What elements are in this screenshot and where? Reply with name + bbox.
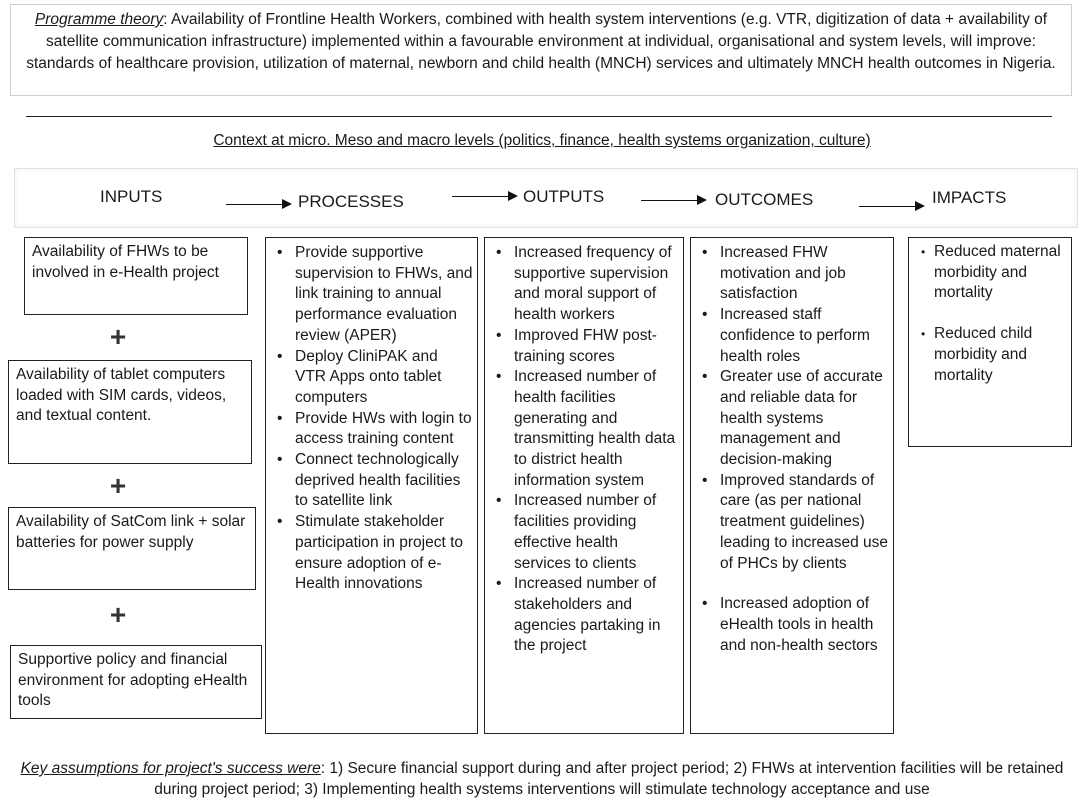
divider-rule bbox=[26, 116, 1052, 117]
arrow-right-icon bbox=[226, 204, 290, 205]
plus-icon: + bbox=[109, 470, 127, 501]
input-box bbox=[10, 645, 262, 719]
process-item: • Provide supportive supervision to FHWs, and link training to annual performance evaluation review (APER) bbox=[274, 243, 473, 347]
output-item: • Increased number of facilities providing effective health services to clients bbox=[493, 491, 679, 574]
stage-outputs: OUTPUTS bbox=[523, 187, 605, 206]
arrow-right-icon bbox=[641, 200, 705, 201]
key-assumptions bbox=[0, 758, 1084, 800]
programme-theory-text: : Availability of Frontline Health Workers, combined with health system interventions (e.g. VTR, digitization of data + availability of satellite communication infrastructure) implemented within a favourable environment at individual, organisational and system levels, will improve: standards of healthcare provision, utilization of maternal, newborn and child health (MNCH) services and ultimately MNCH health outcomes in Nigeria. bbox=[26, 11, 1056, 72]
programme-theory-label: Programme theory bbox=[34, 11, 164, 28]
plus-icon: + bbox=[109, 599, 127, 630]
input-text: Availability of SatCom link + solar batteries for power supply bbox=[16, 513, 246, 551]
input-text: Availability of FHWs to be involved in e-Health project bbox=[32, 243, 219, 281]
output-item: • Improved FHW post-training scores bbox=[493, 326, 679, 367]
input-text: Supportive policy and financial environment for adopting eHealth tools bbox=[18, 651, 248, 710]
plus-icon: + bbox=[109, 321, 127, 352]
impact-item: • Reduced child morbidity and mortality bbox=[921, 324, 1067, 386]
process-item: • Deploy CliniPAK and VTR Apps onto tablet computers bbox=[274, 347, 473, 409]
process-item: • Stimulate stakeholder participation in project to ensure adoption of e-Health innovations bbox=[274, 512, 473, 595]
output-item: • Increased frequency of supportive supervision and moral support of health workers bbox=[493, 243, 679, 326]
input-box bbox=[8, 360, 252, 464]
outputs-box bbox=[484, 237, 684, 734]
key-assumptions-text: : 1) Secure financial support during and after project period; 2) FHWs at intervention facilities will be retained during project period; 3) Implementing health systems interventions will stimulate technology acceptance and use bbox=[154, 760, 1064, 798]
impact-item: • Reduced maternal morbidity and mortality bbox=[921, 242, 1067, 304]
programme-theory-box bbox=[10, 4, 1072, 96]
outcome-item: • Increased adoption of eHealth tools in health and non-health sectors bbox=[699, 594, 889, 656]
output-item: • Increased number of stakeholders and agencies partaking in the project bbox=[493, 574, 679, 657]
outcome-item: • Increased FHW motivation and job satisfaction bbox=[699, 243, 889, 305]
process-item: • Connect technologically deprived health facilities to satellite link bbox=[274, 450, 473, 512]
arrow-right-icon bbox=[859, 206, 923, 207]
outcome-item: • Greater use of accurate and reliable data for health systems management and decision-making bbox=[699, 367, 889, 471]
key-assumptions-label: Key assumptions for project's success were bbox=[20, 760, 321, 777]
arrow-right-icon bbox=[452, 196, 516, 197]
stage-impacts: IMPACTS bbox=[932, 188, 1007, 207]
context-heading: Context at micro. Meso and macro levels (politics, finance, health systems organization, culture) bbox=[213, 132, 871, 149]
input-box bbox=[8, 507, 256, 590]
processes-box bbox=[265, 237, 478, 734]
stage-processes: PROCESSES bbox=[298, 192, 404, 211]
process-item: • Provide HWs with login to access training content bbox=[274, 409, 473, 450]
input-box bbox=[24, 237, 248, 315]
outcomes-box bbox=[690, 237, 894, 734]
stage-outcomes: OUTCOMES bbox=[715, 190, 814, 209]
impacts-box bbox=[908, 237, 1072, 447]
output-item: • Increased number of health facilities generating and transmitting health data to district health information system bbox=[493, 367, 679, 491]
outcome-item: • Improved standards of care (as per national treatment guidelines) leading to increased use of PHCs by clients bbox=[699, 471, 889, 575]
outcome-item: • Increased staff confidence to perform health roles bbox=[699, 305, 889, 367]
input-text: Availability of tablet computers loaded with SIM cards, videos, and textual content. bbox=[16, 366, 227, 425]
stage-inputs: INPUTS bbox=[100, 187, 163, 206]
